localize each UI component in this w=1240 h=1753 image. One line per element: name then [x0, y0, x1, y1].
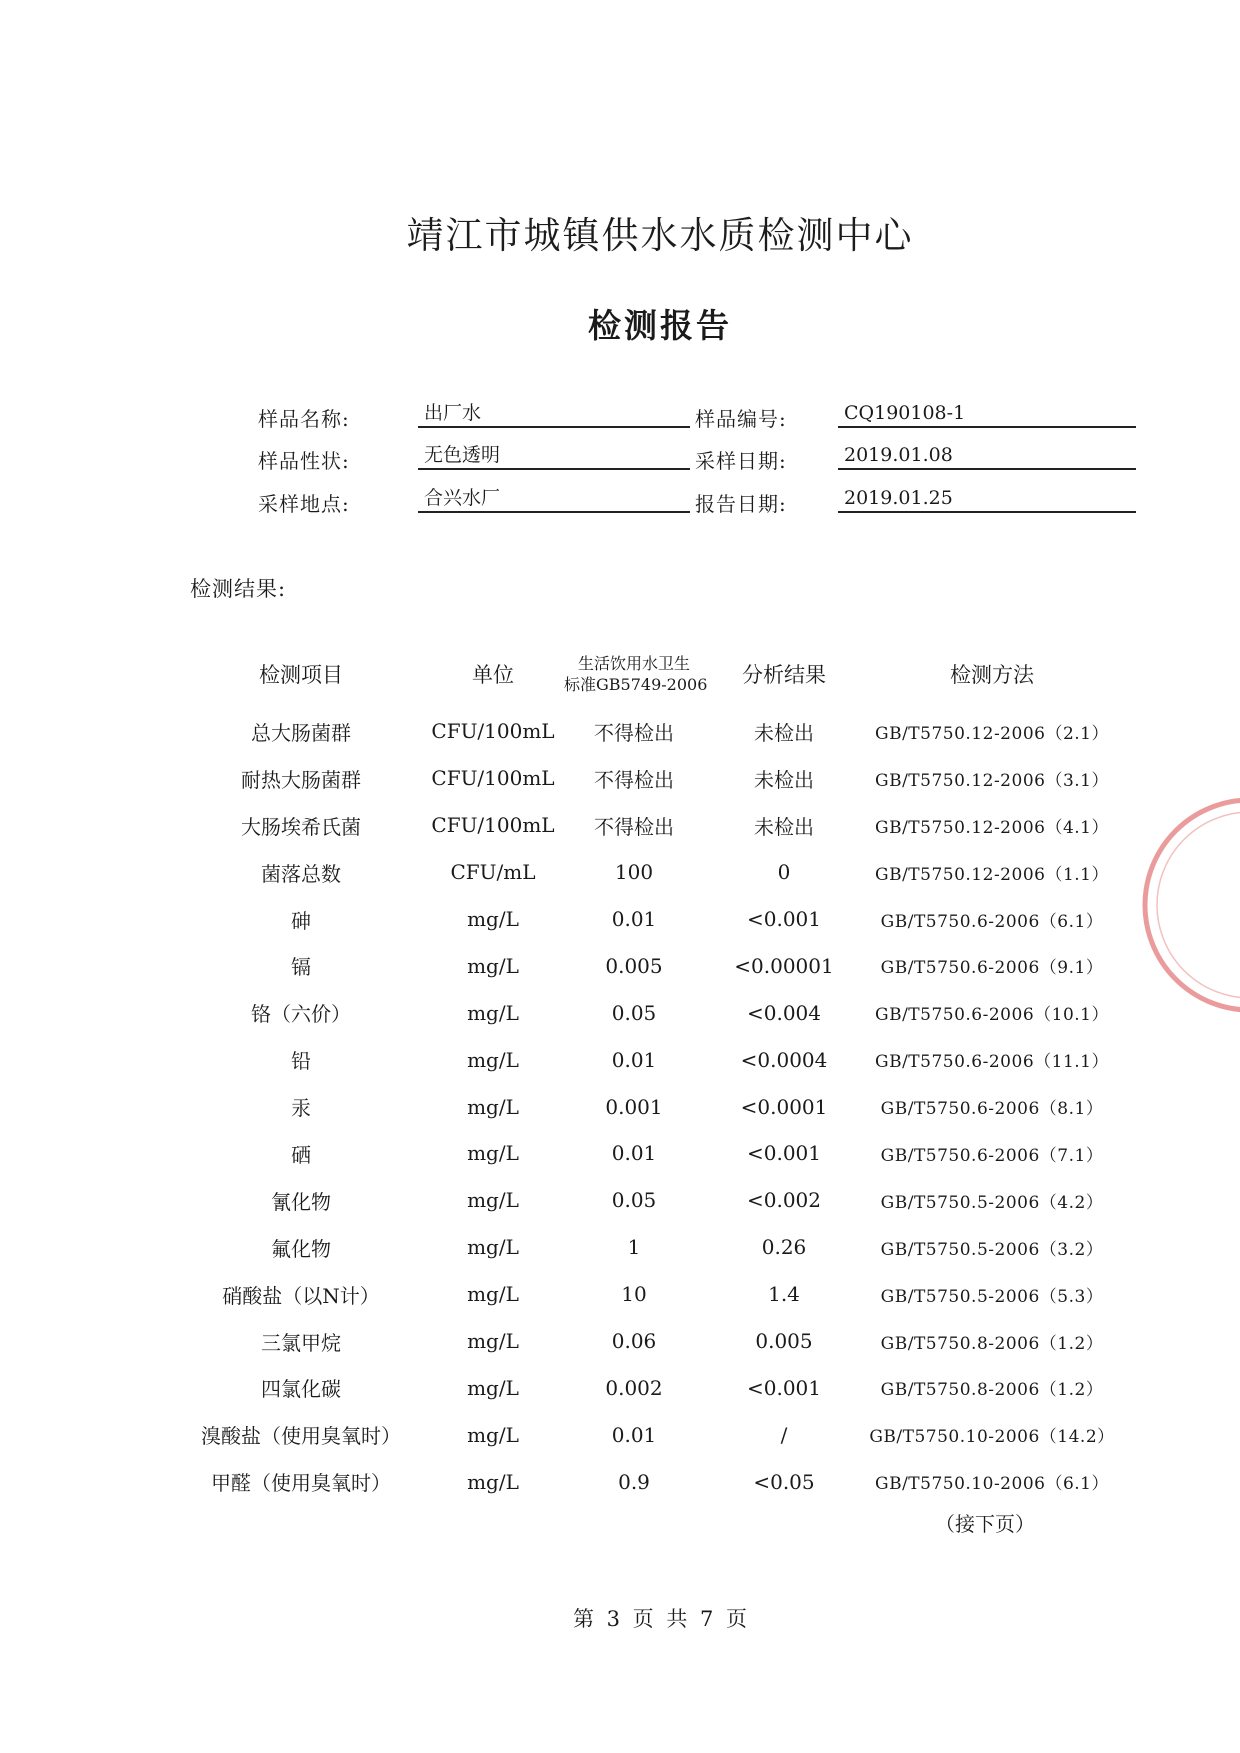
- cell-unit: mg/L: [467, 1094, 519, 1119]
- cell-unit: CFU/100mL: [431, 766, 555, 791]
- sampling-date-label: 采样日期:: [695, 449, 787, 473]
- cell-item: 硒: [291, 1142, 311, 1167]
- column-header-item: 检测项目: [259, 663, 343, 687]
- cell-unit: mg/L: [467, 1329, 519, 1354]
- cell-method: GB/T5750.12-2006（2.1）: [875, 723, 1109, 744]
- cell-standard: 0.005: [605, 953, 663, 978]
- cell-item: 氰化物: [271, 1189, 331, 1214]
- report-title: 检测报告: [588, 306, 732, 345]
- results-table: [180, 640, 1120, 1505]
- results-section-label: 检测结果:: [190, 577, 287, 601]
- seal-stamp-icon: [1130, 790, 1240, 1024]
- cell-unit: mg/L: [467, 1282, 519, 1307]
- column-header-standard: [564, 640, 708, 708]
- cell-unit: mg/L: [467, 1422, 519, 1447]
- cell-method: GB/T5750.6-2006（11.1）: [875, 1052, 1109, 1073]
- cell-method: GB/T5750.6-2006（7.1）: [880, 1145, 1104, 1166]
- table-row: [180, 1036, 1120, 1083]
- table-row: [180, 1083, 1120, 1130]
- cell-standard: 0.05: [611, 1188, 657, 1213]
- cell-standard: 100: [614, 860, 654, 885]
- table-row: [180, 1364, 1120, 1411]
- page-number: 第 3 页 共 7 页: [572, 1607, 748, 1631]
- cell-method: GB/T5750.5-2006（4.2）: [880, 1192, 1104, 1213]
- cell-unit: mg/L: [467, 1047, 519, 1072]
- sample-property-value: 无色透明: [418, 442, 690, 470]
- cell-standard: 0.01: [611, 907, 657, 931]
- table-row: [180, 1130, 1120, 1177]
- sampling-location-label: 采样地点:: [258, 492, 350, 516]
- cell-unit: mg/L: [467, 1141, 519, 1166]
- cell-result: 1.4: [768, 1282, 800, 1307]
- cell-result: <0.00001: [734, 953, 834, 978]
- cell-item: 四氯化碳: [261, 1377, 341, 1402]
- table-row: [180, 1411, 1120, 1458]
- cell-result: 0.005: [755, 1329, 813, 1354]
- cell-result: <0.002: [746, 1188, 821, 1213]
- cell-method: GB/T5750.5-2006（3.2）: [880, 1239, 1104, 1260]
- cell-standard: 0.002: [605, 1375, 663, 1400]
- table-row: [180, 896, 1120, 943]
- cell-unit: CFU/100mL: [431, 813, 555, 838]
- organization-title: 靖江市城镇供水水质检测中心: [406, 214, 914, 257]
- cell-result: <0.0001: [740, 1094, 828, 1119]
- cell-standard: 0.01: [611, 1141, 657, 1166]
- sample-name-label: 样品名称:: [258, 407, 350, 431]
- cell-item: 三氯甲烷: [261, 1330, 341, 1355]
- table-row: [180, 1318, 1120, 1365]
- cell-result: /: [780, 1422, 788, 1447]
- cell-method: GB/T5750.10-2006（6.1）: [875, 1474, 1109, 1495]
- table-row: [180, 755, 1120, 802]
- sample-id-value: CQ190108-1: [838, 400, 1136, 428]
- cell-method: GB/T5750.8-2006（1.2）: [880, 1380, 1104, 1401]
- cell-result: <0.001: [746, 1375, 821, 1400]
- cell-standard: 0.05: [611, 1000, 657, 1025]
- column-header-standard-line2: 标准GB5749-2006: [564, 675, 708, 694]
- cell-result: 0.26: [761, 1235, 807, 1260]
- cell-method: GB/T5750.6-2006（9.1）: [880, 958, 1104, 979]
- sampling-date-value: 2019.01.08: [838, 442, 1136, 470]
- report-date-label: 报告日期:: [695, 492, 787, 516]
- cell-item: 镉: [291, 955, 311, 980]
- cell-method: GB/T5750.6-2006（6.1）: [880, 911, 1104, 932]
- cell-item: 耐热大肠菌群: [241, 767, 361, 792]
- report-date-value: 2019.01.25: [838, 485, 1136, 513]
- cell-result: 未检出: [754, 720, 814, 745]
- cell-unit: mg/L: [467, 1188, 519, 1213]
- cell-method: GB/T5750.6-2006（10.1）: [875, 1005, 1109, 1026]
- table-row: [180, 1224, 1120, 1271]
- cell-item: 砷: [291, 908, 311, 933]
- cell-unit: mg/L: [467, 1469, 519, 1494]
- cell-standard: 10: [621, 1282, 647, 1307]
- cell-result: 0: [777, 860, 791, 885]
- cell-standard: 不得检出: [594, 814, 674, 839]
- cell-unit: mg/L: [467, 1000, 519, 1025]
- cell-item: 硝酸盐（以N计）: [222, 1283, 380, 1308]
- table-row: [180, 1177, 1120, 1224]
- cell-standard: 0.001: [605, 1094, 663, 1119]
- table-row: [180, 849, 1120, 896]
- table-header-row: [180, 640, 1120, 708]
- cell-result: <0.0004: [740, 1047, 828, 1072]
- cell-item: 氟化物: [271, 1236, 331, 1261]
- cell-method: GB/T5750.5-2006（5.3）: [880, 1286, 1104, 1307]
- cell-item: 甲醛（使用臭氧时）: [211, 1471, 391, 1496]
- cell-method: GB/T5750.10-2006（14.2）: [869, 1427, 1115, 1448]
- cell-result: <0.004: [746, 1000, 821, 1025]
- cell-method: GB/T5750.6-2006（8.1）: [880, 1099, 1104, 1120]
- sample-property-label: 样品性状:: [258, 449, 350, 473]
- cell-unit: mg/L: [467, 907, 519, 931]
- cell-item: 汞: [291, 1096, 311, 1121]
- table-row: [180, 989, 1120, 1036]
- table-row: [180, 942, 1120, 989]
- cell-standard: 0.01: [611, 1422, 657, 1447]
- cell-result: <0.001: [746, 1141, 821, 1166]
- cell-standard: 0.9: [618, 1469, 650, 1494]
- cell-method: GB/T5750.12-2006（1.1）: [875, 864, 1109, 885]
- cell-unit: mg/L: [467, 953, 519, 978]
- seal-stamp-graphic: [1130, 790, 1240, 1020]
- cell-unit: mg/L: [467, 1375, 519, 1400]
- cell-item: 铬（六价）: [251, 1002, 351, 1027]
- cell-item: 溴酸盐（使用臭氧时）: [201, 1424, 401, 1449]
- cell-method: GB/T5750.12-2006（3.1）: [875, 770, 1109, 791]
- cell-item: 菌落总数: [261, 861, 341, 886]
- cell-standard: 0.01: [611, 1047, 657, 1072]
- column-header-method: 检测方法: [950, 663, 1034, 687]
- cell-standard: 不得检出: [594, 767, 674, 792]
- cell-unit: CFU/mL: [450, 860, 536, 885]
- column-header-result: 分析结果: [742, 663, 826, 687]
- cell-item: 大肠埃希氏菌: [241, 814, 361, 839]
- table-row: [180, 708, 1120, 755]
- sampling-location-value: 合兴水厂: [418, 485, 690, 513]
- cell-item: 总大肠菌群: [251, 720, 351, 745]
- cell-standard: 0.06: [611, 1329, 657, 1354]
- cell-result: <0.001: [746, 907, 821, 931]
- continued-note: （接下页）: [935, 1512, 1035, 1536]
- sample-id-label: 样品编号:: [695, 407, 787, 431]
- column-header-standard-line1: 生活饮用水卫生: [577, 654, 690, 673]
- cell-standard: 1: [627, 1235, 641, 1260]
- cell-method: GB/T5750.12-2006（4.1）: [875, 817, 1109, 838]
- table-row: [180, 802, 1120, 849]
- column-header-unit: 单位: [472, 663, 514, 687]
- cell-standard: 不得检出: [594, 720, 674, 745]
- sample-name-value: 出厂水: [418, 400, 690, 428]
- cell-item: 铅: [291, 1049, 311, 1074]
- table-row: [180, 1271, 1120, 1318]
- cell-result: 未检出: [754, 767, 814, 792]
- table-row: [180, 1458, 1120, 1505]
- cell-result: 未检出: [754, 814, 814, 839]
- cell-unit: mg/L: [467, 1235, 519, 1260]
- cell-method: GB/T5750.8-2006（1.2）: [880, 1333, 1104, 1354]
- cell-unit: CFU/100mL: [431, 719, 555, 744]
- cell-result: <0.05: [753, 1469, 815, 1494]
